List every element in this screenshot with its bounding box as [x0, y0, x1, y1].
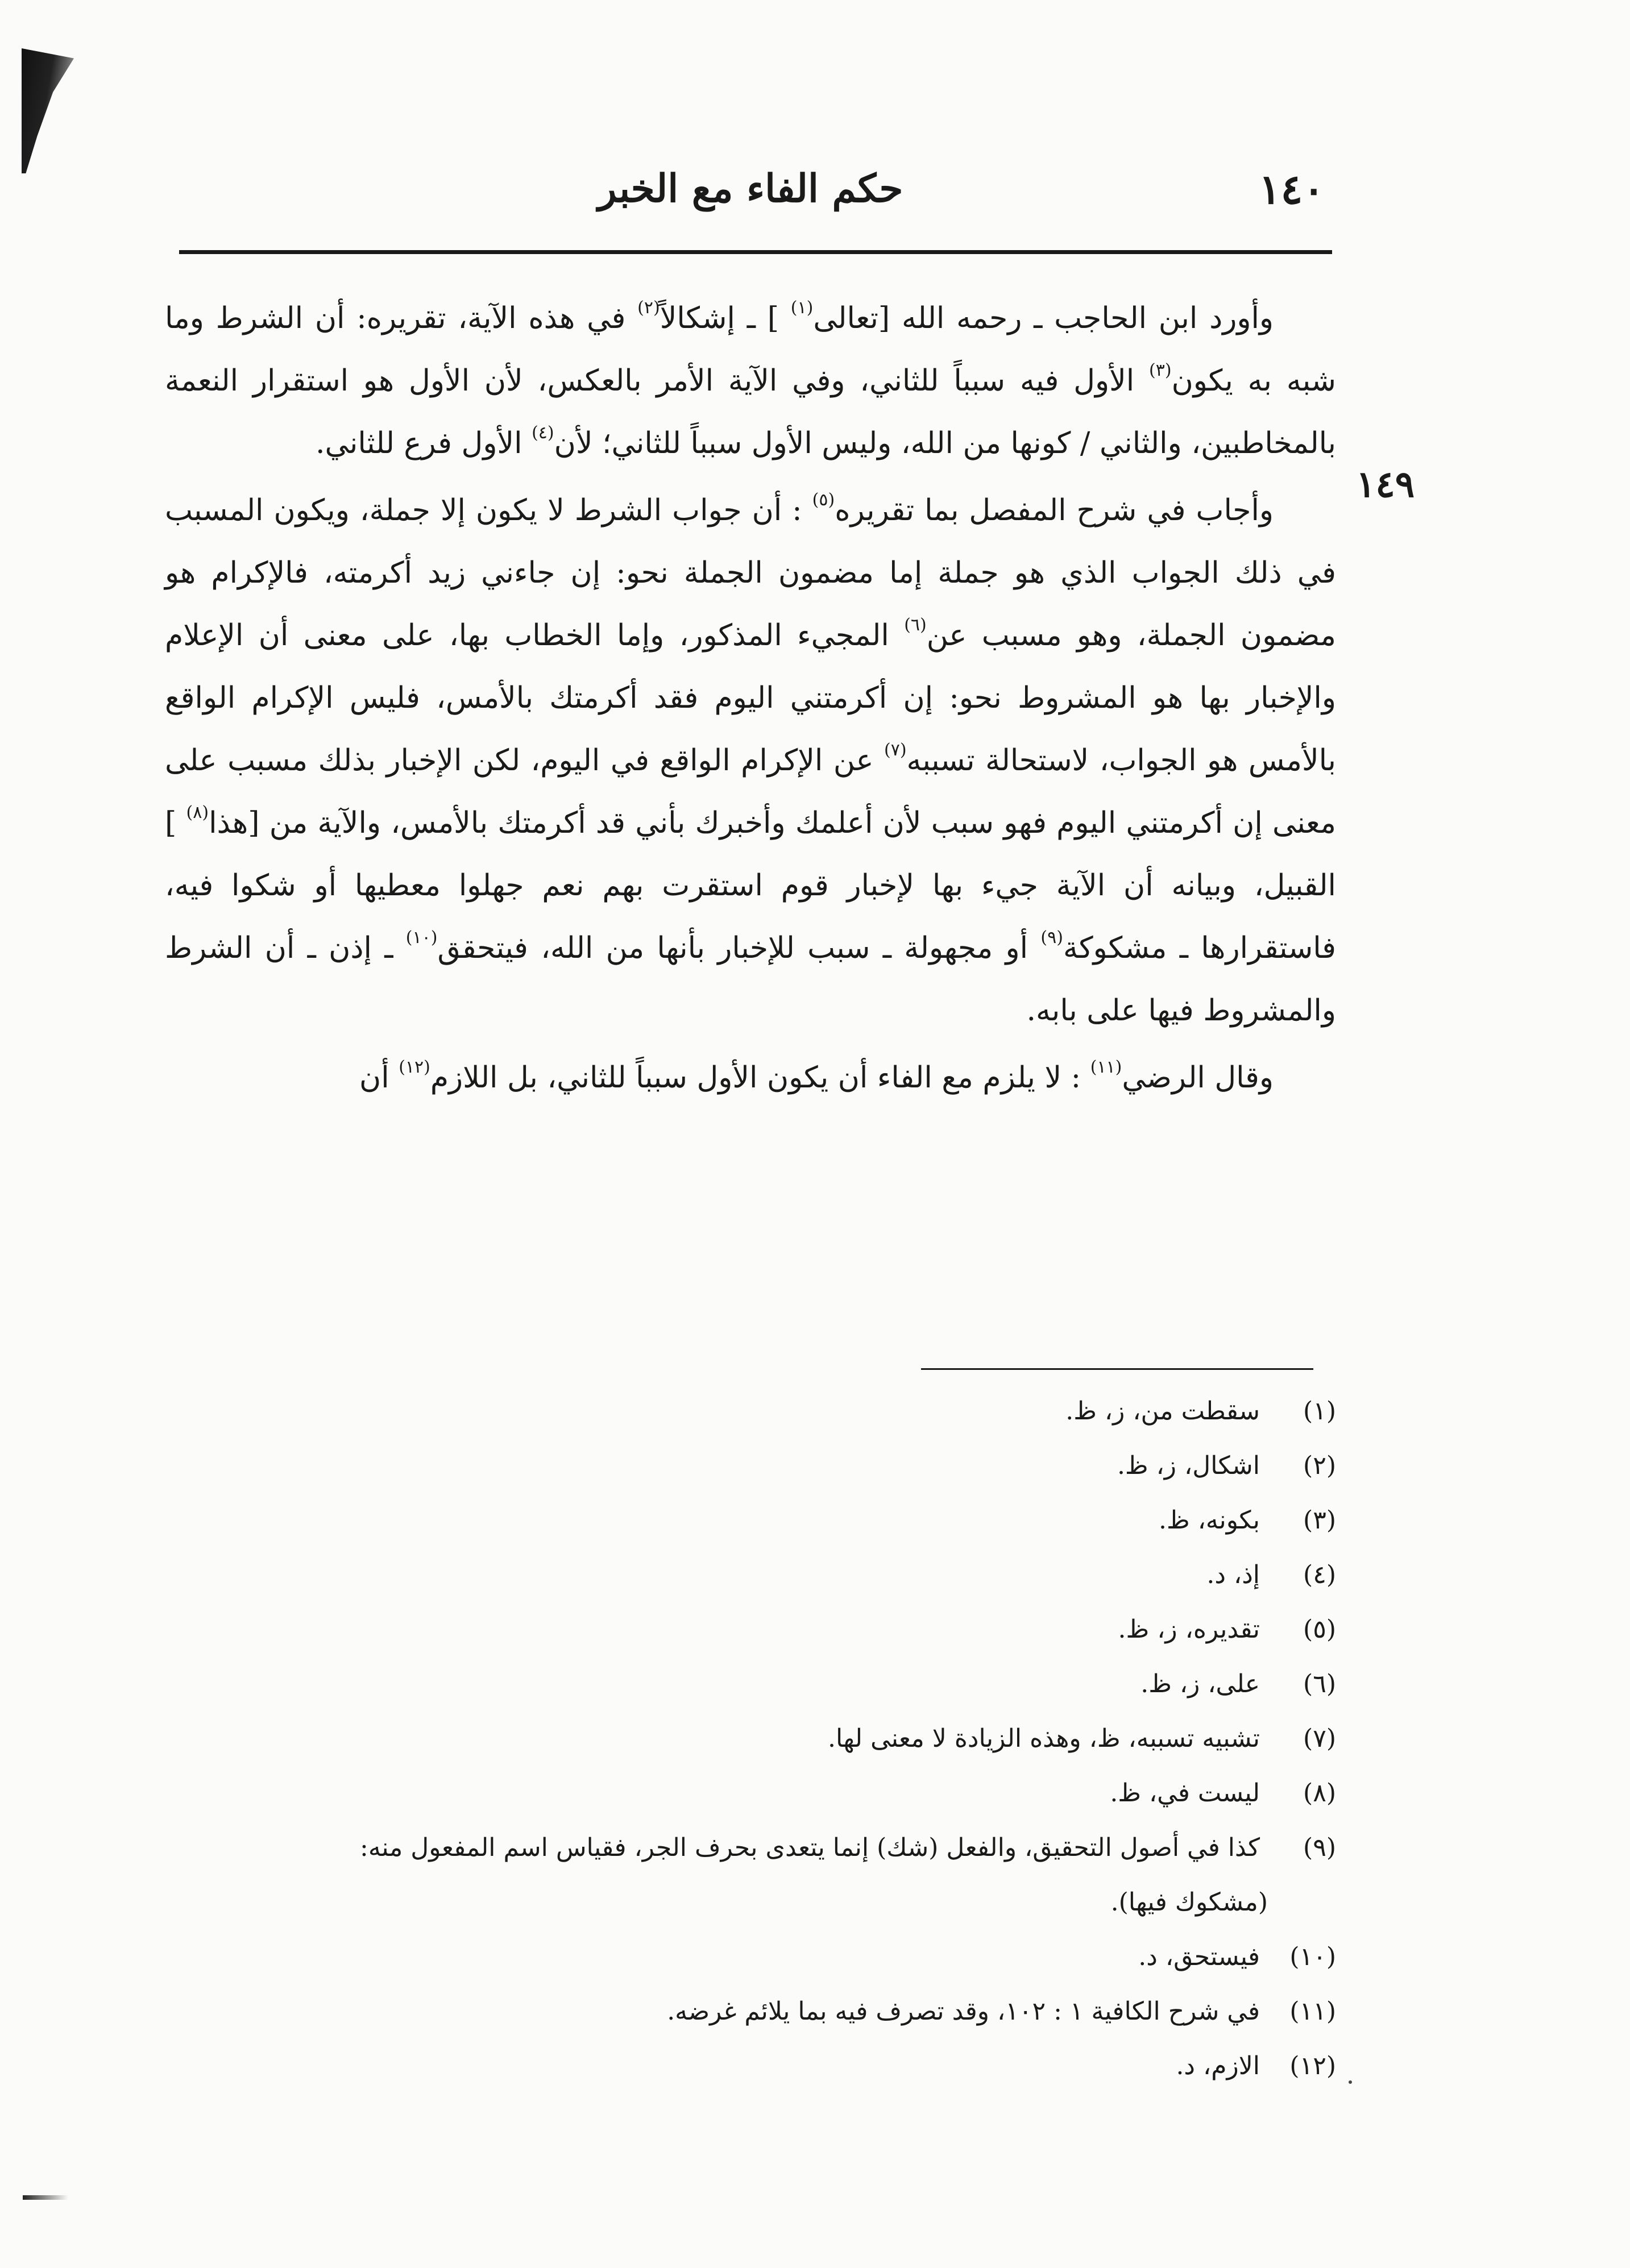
footnote-item — [165, 1439, 1336, 1493]
footnote-item — [165, 1657, 1336, 1712]
footnotes — [165, 1384, 1336, 2093]
footnote-item — [165, 2039, 1336, 2093]
margin-page-reference: ١٤٩ — [1356, 463, 1415, 506]
text-segment: : أن جواب الشرط لا يكون إلا جملة، ويكون المسبب في ذلك الجواب الذي هو جملة إما مضمون الجملة نحو: إن جاءني زيد أكرمته، فالإكرام هو مضمون الجملة، وهو مسبب عن — [165, 493, 1336, 653]
footnote-marker[interactable]: (٦) — [904, 615, 927, 635]
footnote-number: (٧) — [1303, 1724, 1336, 1753]
footnote-item — [165, 1602, 1336, 1657]
footnote-text: إذ، د. — [1206, 1560, 1268, 1589]
footnote-number: (١١) — [1289, 1997, 1336, 2026]
scan-edge-mark — [22, 48, 74, 173]
text-segment: في هذه الآية، تقريره: أن الشرط وما شبه به يكون — [165, 301, 1336, 398]
footnote-text: تشبيه تسببه، ظ، وهذه الزيادة لا معنى لها. — [828, 1724, 1268, 1753]
footnote-text: على، ز، ظ. — [1140, 1669, 1268, 1698]
footnote-number: (١) — [1303, 1397, 1336, 1426]
page-number: ١٤٠ — [1258, 165, 1325, 213]
footnote-number: (٥) — [1303, 1615, 1336, 1644]
footnote-marker[interactable]: (١٢) — [399, 1057, 430, 1077]
footnote-number: (٨) — [1303, 1779, 1336, 1808]
text-segment: عن الإكرام الواقع في اليوم، لكن الإخبار بذلك مسبب على معنى إن أكرمتني اليوم فهو سبب لأن أعلمك وأخبرك بأني قد أكرمتك بالأمس، والآية من [هذا — [165, 743, 1336, 840]
footnote-marker[interactable]: (٣) — [1149, 360, 1172, 380]
footnote-item — [165, 1493, 1336, 1548]
text-segment: الأول فيه سبباً للثاني، وفي الآية الأمر بالعكس، لأن الأول هو استقرار النعمة بالمخاطبين، والثاني / كونها من الله، وليس الأول سبباً للثاني؛ لأن — [165, 364, 1336, 460]
footnote-text: تقديره، ز، ظ. — [1118, 1615, 1268, 1644]
text-segment: ] القبيل، وبيانه أن الآية جيء بها لإخبار قوم استقرت بهم نعم جهلوا معطيها أو شكوا فيه، فاستقرارها ـ مشكوكة — [165, 806, 1336, 965]
paragraph — [165, 479, 1336, 1042]
footnote-number: (٩) — [1303, 1833, 1336, 1862]
footnote-text-continuation: (مشكوك فيها). — [1110, 1888, 1268, 1917]
footnote-text: الازم، د. — [1176, 2051, 1268, 2080]
header-rule — [179, 250, 1332, 254]
footnote-marker[interactable]: (١) — [790, 298, 814, 318]
footnote-text: فيستحق، د. — [1138, 1942, 1268, 1971]
text-segment: ] ـ إشكالاً — [660, 301, 791, 335]
footnote-number: (٣) — [1303, 1506, 1336, 1535]
main-text — [165, 287, 1336, 1109]
footnote-marker[interactable]: (٧) — [884, 740, 907, 760]
scan-edge-mark-bottom — [23, 2195, 68, 2200]
footnote-item — [165, 1821, 1336, 1930]
footnote-text: اشكال، ز، ظ. — [1117, 1451, 1268, 1480]
footnote-number: (٦) — [1303, 1669, 1336, 1698]
footnote-marker[interactable]: (٩) — [1040, 928, 1063, 948]
text-segment: وأورد ابن الحاجب ـ رحمه الله [تعالى — [813, 301, 1274, 335]
text-segment: المجيء المذكور، وإما الخطاب بها، على معنى أن الإعلام والإخبار بها هو المشروط نحو: إن أكرمتني اليوم فقد أكرمتك بالأمس، فليس الإكرام الواقع بالأمس هو الجواب، لاستحالة تسببه — [165, 618, 1336, 778]
page-header — [171, 153, 1330, 239]
scan-speck — [1349, 2080, 1352, 2084]
footnote-text: بكونه، ظ. — [1159, 1506, 1268, 1535]
footnote-item — [165, 1384, 1336, 1439]
footnote-text: في شرح الكافية ١ : ١٠٢، وقد تصرف فيه بما يلائم غرضه. — [667, 1997, 1268, 2026]
text-segment: وقال الرضي — [1122, 1061, 1274, 1095]
footnote-marker[interactable]: (٨) — [186, 803, 209, 823]
footnote-marker[interactable]: (٥) — [812, 490, 835, 510]
footnote-item — [165, 1930, 1336, 1984]
running-title: حكم الفاء مع الخبر — [598, 166, 903, 211]
footnote-number: (١٠) — [1289, 1942, 1336, 1971]
footnote-number: (١٢) — [1289, 2051, 1336, 2080]
footnote-number: (٢) — [1303, 1451, 1336, 1480]
footnote-item — [165, 1712, 1336, 1766]
footnote-text: سقطت من، ز، ظ. — [1065, 1397, 1268, 1426]
footnote-marker[interactable]: (٢) — [637, 298, 660, 318]
footnote-separator — [921, 1368, 1313, 1370]
text-segment: أو مجهولة ـ سبب للإخبار بأنها من الله، فيتحقق — [437, 931, 1041, 965]
footnote-text: ليست في، ظ. — [1110, 1779, 1268, 1808]
text-segment: : لا يلزم مع الفاء أن يكون الأول سبباً للثاني، بل اللازم — [430, 1061, 1090, 1095]
paragraph — [165, 287, 1336, 475]
footnote-number: (٤) — [1303, 1560, 1336, 1589]
footnote-marker[interactable]: (١٠) — [405, 928, 438, 948]
text-segment: أن — [359, 1061, 399, 1095]
footnote-item — [165, 1766, 1336, 1821]
paragraph — [165, 1046, 1336, 1109]
text-segment: الأول فرع للثاني. — [315, 426, 532, 460]
text-segment: ـ إذن ـ أن الشرط والمشروط فيها على بابه. — [165, 931, 1336, 1028]
footnote-marker[interactable]: (٤) — [532, 423, 554, 443]
footnote-marker[interactable]: (١١) — [1090, 1057, 1122, 1077]
footnote-item — [165, 1984, 1336, 2039]
footnote-item — [165, 1548, 1336, 1602]
text-segment: وأجاب في شرح المفصل بما تقريره — [835, 493, 1274, 527]
footnote-text: كذا في أصول التحقيق، والفعل (شك) إنما يتعدى بحرف الجر، فقياس اسم المفعول منه: — [360, 1833, 1268, 1862]
